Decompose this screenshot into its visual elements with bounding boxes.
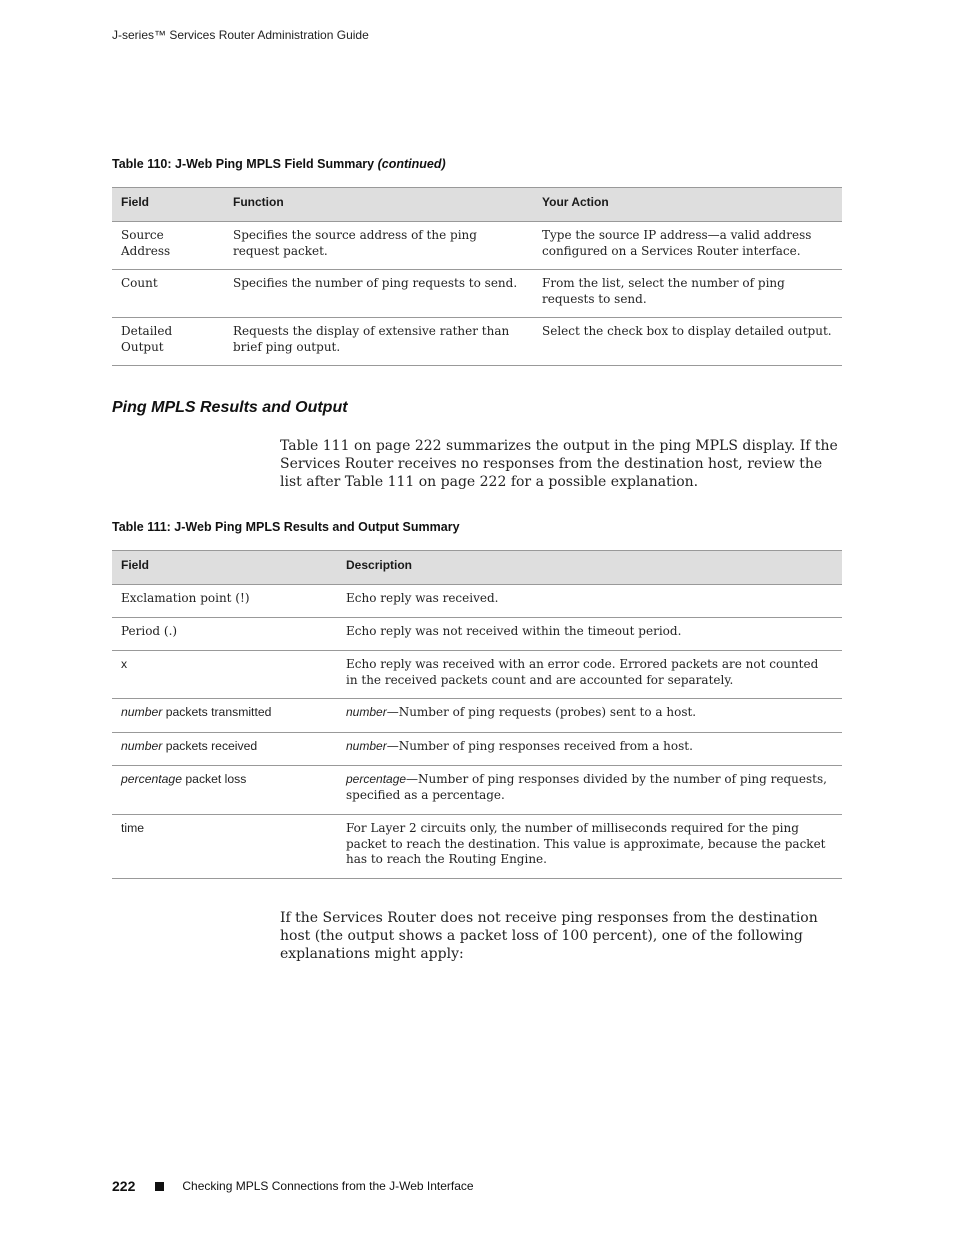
table-row — [112, 585, 842, 618]
table-110-caption — [112, 157, 446, 171]
table-row — [112, 815, 842, 879]
cell-field: Source Address — [112, 222, 224, 270]
column-header-description: Description — [337, 551, 842, 585]
table-row — [112, 733, 842, 766]
description-text: —Number of ping responses divided by the number of ping requests, specified as a percentage. — [346, 772, 827, 802]
column-header-function: Function — [224, 188, 533, 222]
field-variable: percentage — [121, 772, 182, 786]
cell-action: Type the source IP address—a valid address configured on a Services Router interface. — [533, 222, 842, 270]
cell-field: Detailed Output — [112, 318, 224, 366]
intro-paragraph: Table 111 on page 222 summarizes the output in the ping MPLS display. If the Services Router receives no responses from the destination host, review the list after Table 111 on page 222 for a possible explanation. — [280, 438, 838, 490]
table-110-caption-suffix: (continued) — [377, 157, 446, 171]
cell-description: Echo reply was received. — [337, 585, 842, 618]
table-row — [112, 699, 842, 733]
table-row — [112, 651, 842, 699]
field-text: packets transmitted — [162, 705, 272, 719]
page-footer — [112, 1178, 474, 1194]
cell-action: Select the check box to display detailed output. — [533, 318, 842, 366]
cell-field: time — [112, 815, 337, 879]
field-text: packets received — [162, 739, 258, 753]
table-110-caption-text: Table 110: J-Web Ping MPLS Field Summary — [112, 157, 375, 171]
description-text: —Number of ping responses received from a host. — [386, 739, 693, 753]
cell-field — [112, 733, 337, 766]
description-text: —Number of ping requests (probes) sent to a host. — [386, 705, 697, 719]
cell-function: Requests the display of extensive rather than brief ping output. — [224, 318, 533, 366]
table-111-header-row — [112, 551, 842, 585]
closing-paragraph: If the Services Router does not receive ping responses from the destination host (the output shows a packet loss of 100 percent), one of the following explanations might apply: — [280, 910, 818, 962]
cell-field: Exclamation point (!) — [112, 585, 337, 618]
cell-description — [337, 699, 842, 733]
square-bullet-icon — [155, 1182, 164, 1191]
cell-field: Count — [112, 270, 224, 318]
cell-field — [112, 699, 337, 733]
table-111 — [112, 550, 842, 879]
description-variable: percentage — [346, 772, 407, 786]
column-header-field: Field — [112, 188, 224, 222]
cell-description: Echo reply was received with an error code. Errored packets are not counted in the received packets count and are accounted for separately. — [337, 651, 842, 699]
cell-description: For Layer 2 circuits only, the number of milliseconds required for the ping packet to reach the destination. This value is approximate, because the packet has to reach the Routing Engine. — [337, 815, 842, 879]
cell-description — [337, 766, 842, 815]
cell-field: Period (.) — [112, 618, 337, 651]
cell-function: Specifies the source address of the ping request packet. — [224, 222, 533, 270]
description-variable: number — [346, 739, 387, 753]
cell-action: From the list, select the number of ping requests to send. — [533, 270, 842, 318]
footer-chapter-title: Checking MPLS Connections from the J-Web Interface — [182, 1179, 474, 1193]
table-row — [112, 318, 842, 366]
field-variable: number — [121, 705, 163, 719]
section-heading: Ping MPLS Results and Output — [112, 399, 348, 416]
running-header: J-series™ Services Router Administration Guide — [112, 28, 369, 42]
column-header-field: Field — [112, 551, 337, 585]
column-header-your-action: Your Action — [533, 188, 842, 222]
cell-description: Echo reply was not received within the timeout period. — [337, 618, 842, 651]
table-row — [112, 618, 842, 651]
cell-field — [112, 766, 337, 815]
table-row — [112, 270, 842, 318]
cell-description — [337, 733, 842, 766]
page-number: 222 — [112, 1178, 136, 1194]
field-text: packet loss — [182, 772, 247, 786]
cell-function: Specifies the number of ping requests to send. — [224, 270, 533, 318]
table-111-caption: Table 111: J-Web Ping MPLS Results and Output Summary — [112, 520, 460, 534]
table-row — [112, 766, 842, 815]
table-110 — [112, 187, 842, 366]
field-variable: number — [121, 739, 163, 753]
table-110-header-row — [112, 188, 842, 222]
description-variable: number — [346, 705, 387, 719]
table-row — [112, 222, 842, 270]
cell-field: x — [112, 651, 337, 699]
